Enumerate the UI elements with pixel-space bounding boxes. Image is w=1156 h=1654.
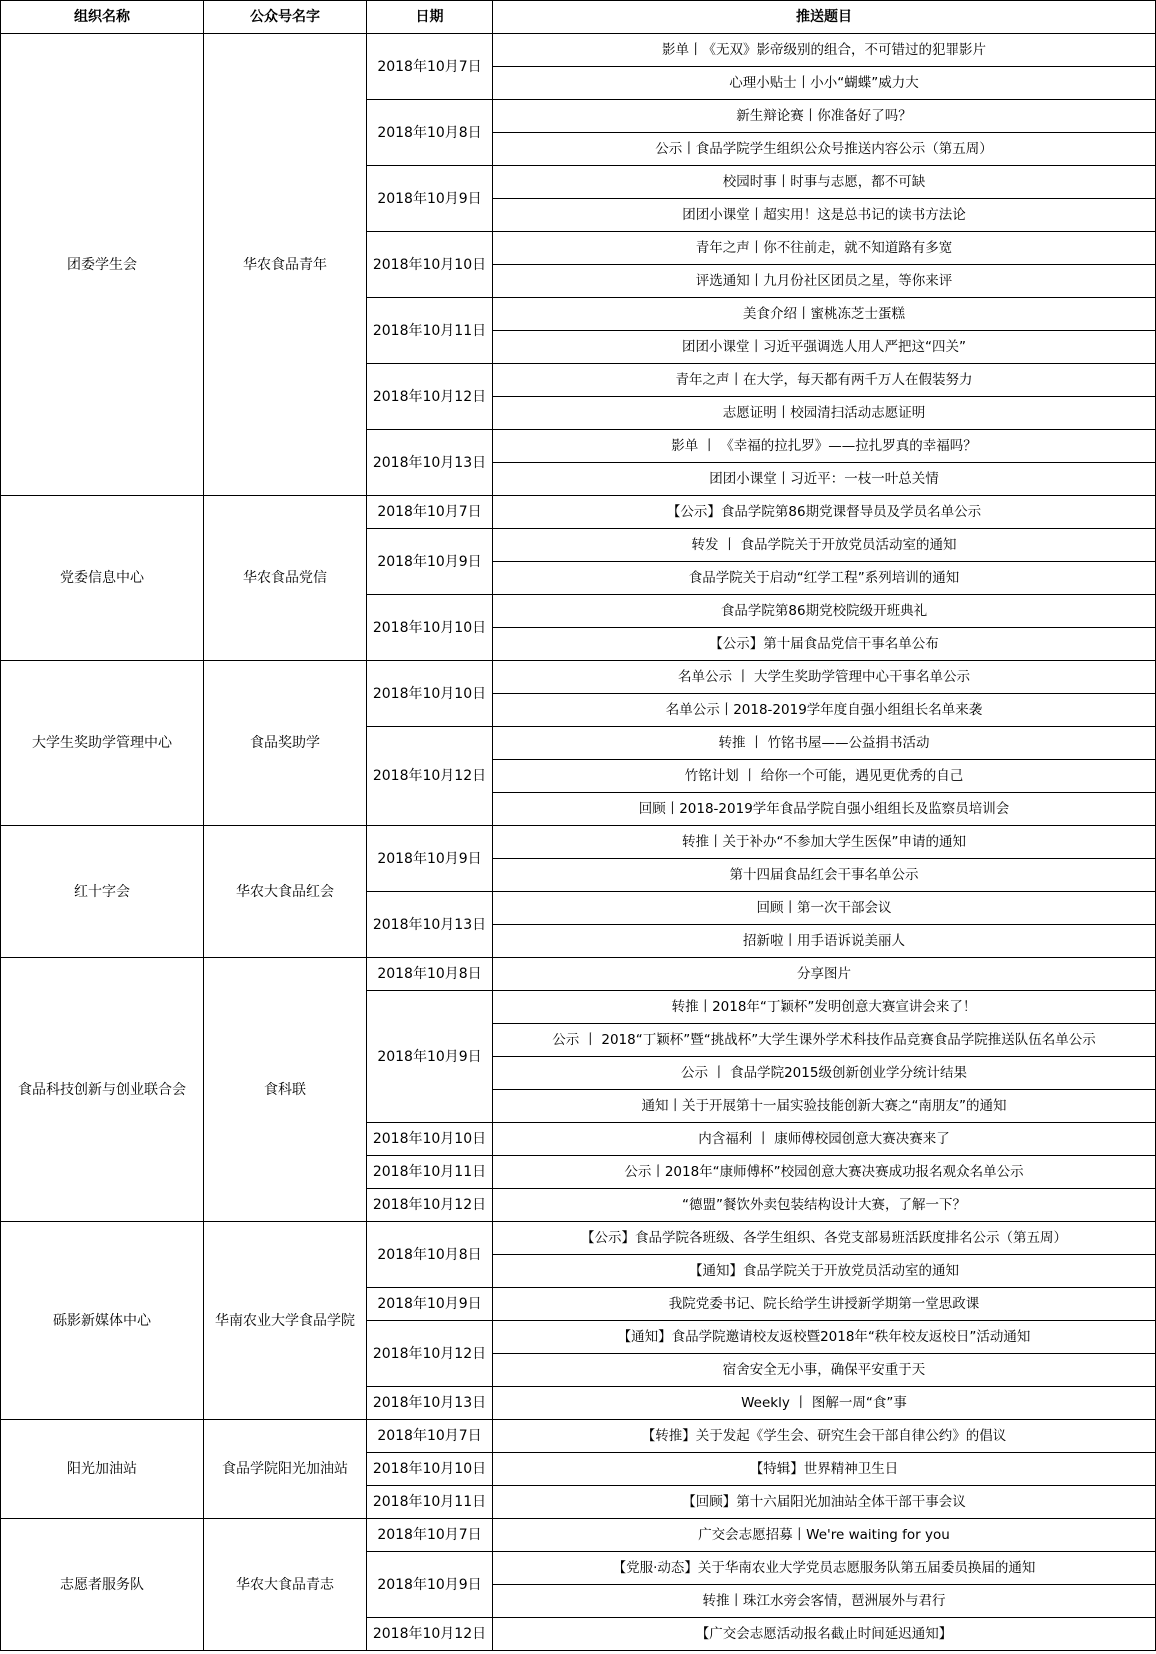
- push-title-cell: 内含福利 丨 康师傅校园创意大赛决赛来了: [493, 1123, 1156, 1156]
- push-title-cell: 影单丨《无双》影帝级别的组合，不可错过的犯罪影片: [493, 34, 1156, 67]
- push-title-cell: 食品学院第86期党校院级开班典礼: [493, 595, 1156, 628]
- date-cell: 2018年10月13日: [367, 430, 493, 496]
- date-cell: 2018年10月11日: [367, 1486, 493, 1519]
- table-row: [1, 661, 1156, 694]
- date-cell: 2018年10月10日: [367, 1453, 493, 1486]
- header-date: 日期: [367, 1, 493, 34]
- account-name-cell: 食品奖助学: [204, 661, 367, 826]
- table-body: [1, 34, 1156, 1651]
- push-title-cell: 回顾丨2018-2019学年食品学院自强小组组长及监察员培训会: [493, 793, 1156, 826]
- push-title-cell: 青年之声丨在大学，每天都有两千万人在假装努力: [493, 364, 1156, 397]
- account-name-cell: 食品学院阳光加油站: [204, 1420, 367, 1519]
- push-title-cell: 团团小课堂丨习近平：一枝一叶总关情: [493, 463, 1156, 496]
- account-name-cell: 华农大食品红会: [204, 826, 367, 958]
- date-cell: 2018年10月10日: [367, 1123, 493, 1156]
- date-cell: 2018年10月10日: [367, 661, 493, 727]
- push-title-cell: 新生辩论赛丨你准备好了吗？: [493, 100, 1156, 133]
- date-cell: 2018年10月11日: [367, 298, 493, 364]
- push-title-cell: 【回顾】第十六届阳光加油站全体干部干事会议: [493, 1486, 1156, 1519]
- date-cell: 2018年10月9日: [367, 991, 493, 1123]
- push-title-cell: 志愿证明丨校园清扫活动志愿证明: [493, 397, 1156, 430]
- push-title-cell: 转推丨关于补办“不参加大学生医保”申请的通知: [493, 826, 1156, 859]
- org-name-cell: 志愿者服务队: [1, 1519, 204, 1651]
- push-title-cell: 转推丨珠江水旁会客情，琶洲展外与君行: [493, 1585, 1156, 1618]
- push-title-cell: 公示 丨 食品学院2015级创新创业学分统计结果: [493, 1057, 1156, 1090]
- push-title-cell: 转推 丨 竹铭书屋——公益捐书活动: [493, 727, 1156, 760]
- table-row: [1, 34, 1156, 67]
- date-cell: 2018年10月13日: [367, 1387, 493, 1420]
- date-cell: 2018年10月12日: [367, 1321, 493, 1387]
- push-title-cell: 团团小课堂丨超实用！这是总书记的读书方法论: [493, 199, 1156, 232]
- table-row: [1, 826, 1156, 859]
- date-cell: 2018年10月9日: [367, 1288, 493, 1321]
- push-title-cell: 公示丨2018年“康师傅杯”校园创意大赛决赛成功报名观众名单公示: [493, 1156, 1156, 1189]
- push-title-cell: 转发 丨 食品学院关于开放党员活动室的通知: [493, 529, 1156, 562]
- push-title-cell: 【通知】食品学院邀请校友返校暨2018年“秩年校友返校日”活动通知: [493, 1321, 1156, 1354]
- push-title-cell: 【广交会志愿活动报名截止时间延迟通知】: [493, 1618, 1156, 1651]
- push-title-cell: 公示丨食品学院学生组织公众号推送内容公示（第五周）: [493, 133, 1156, 166]
- push-title-cell: 竹铭计划 丨 给你一个可能，遇见更优秀的自己: [493, 760, 1156, 793]
- push-title-cell: 【特辑】世界精神卫生日: [493, 1453, 1156, 1486]
- date-cell: 2018年10月12日: [367, 1618, 493, 1651]
- date-cell: 2018年10月11日: [367, 1156, 493, 1189]
- date-cell: 2018年10月10日: [367, 595, 493, 661]
- push-title-cell: 校园时事丨时事与志愿，都不可缺: [493, 166, 1156, 199]
- push-title-cell: 转推丨2018年“丁颖杯”发明创意大赛宣讲会来了！: [493, 991, 1156, 1024]
- push-title-cell: 分享图片: [493, 958, 1156, 991]
- push-title-cell: 第十四届食品红会干事名单公示: [493, 859, 1156, 892]
- account-name-cell: 华农食品青年: [204, 34, 367, 496]
- header-title: 推送题目: [493, 1, 1156, 34]
- push-title-cell: 公示 丨 2018“丁颖杯”暨“挑战杯”大学生课外学术科技作品竞赛食品学院推送队伍名单公示: [493, 1024, 1156, 1057]
- org-name-cell: 阳光加油站: [1, 1420, 204, 1519]
- header-account: 公众号名字: [204, 1, 367, 34]
- account-name-cell: 食科联: [204, 958, 367, 1222]
- push-title-cell: 【党服·动态】关于华南农业大学党员志愿服务队第五届委员换届的通知: [493, 1552, 1156, 1585]
- push-title-cell: 影单 丨 《幸福的拉扎罗》——拉扎罗真的幸福吗？: [493, 430, 1156, 463]
- date-cell: 2018年10月9日: [367, 826, 493, 892]
- push-title-cell: 名单公示 丨 大学生奖助学管理中心干事名单公示: [493, 661, 1156, 694]
- date-cell: 2018年10月9日: [367, 1552, 493, 1618]
- account-name-cell: 华农食品党信: [204, 496, 367, 661]
- push-title-cell: 评选通知丨九月份社区团员之星，等你来评: [493, 265, 1156, 298]
- date-cell: 2018年10月9日: [367, 166, 493, 232]
- table-row: [1, 1420, 1156, 1453]
- org-name-cell: 食品科技创新与创业联合会: [1, 958, 204, 1222]
- push-title-cell: 通知丨关于开展第十一届实验技能创新大赛之“南朋友”的通知: [493, 1090, 1156, 1123]
- date-cell: 2018年10月10日: [367, 232, 493, 298]
- header-row: [1, 1, 1156, 34]
- push-title-cell: 名单公示丨2018-2019学年度自强小组组长名单来袭: [493, 694, 1156, 727]
- date-cell: 2018年10月12日: [367, 1189, 493, 1222]
- table-row: [1, 1519, 1156, 1552]
- table-row: [1, 1222, 1156, 1255]
- date-cell: 2018年10月8日: [367, 958, 493, 991]
- org-name-cell: 团委学生会: [1, 34, 204, 496]
- date-cell: 2018年10月13日: [367, 892, 493, 958]
- table-row: [1, 958, 1156, 991]
- org-name-cell: 红十字会: [1, 826, 204, 958]
- header-org: 组织名称: [1, 1, 204, 34]
- date-cell: 2018年10月12日: [367, 727, 493, 826]
- account-name-cell: 华南农业大学食品学院: [204, 1222, 367, 1420]
- push-title-cell: Weekly 丨 图解一周“食”事: [493, 1387, 1156, 1420]
- push-title-cell: 【公示】食品学院第86期党课督导员及学员名单公示: [493, 496, 1156, 529]
- push-title-cell: 我院党委书记、院长给学生讲授新学期第一堂思政课: [493, 1288, 1156, 1321]
- org-name-cell: 砾影新媒体中心: [1, 1222, 204, 1420]
- push-title-cell: 【转推】关于发起《学生会、研究生会干部自律公约》的倡议: [493, 1420, 1156, 1453]
- push-title-cell: 【公示】第十届食品党信干事名单公布: [493, 628, 1156, 661]
- account-name-cell: 华农大食品青志: [204, 1519, 367, 1651]
- push-title-cell: 【公示】食品学院各班级、各学生组织、各党支部易班活跃度排名公示（第五周）: [493, 1222, 1156, 1255]
- push-title-cell: 广交会志愿招募丨We're waiting for you: [493, 1519, 1156, 1552]
- date-cell: 2018年10月12日: [367, 364, 493, 430]
- push-title-cell: 食品学院关于启动“红学工程”系列培训的通知: [493, 562, 1156, 595]
- date-cell: 2018年10月7日: [367, 34, 493, 100]
- date-cell: 2018年10月7日: [367, 496, 493, 529]
- date-cell: 2018年10月7日: [367, 1420, 493, 1453]
- push-title-cell: 心理小贴士丨小小“蝴蝶”威力大: [493, 67, 1156, 100]
- org-name-cell: 党委信息中心: [1, 496, 204, 661]
- push-title-cell: “德盟”餐饮外卖包装结构设计大赛，了解一下？: [493, 1189, 1156, 1222]
- push-title-cell: 美食介绍丨蜜桃冻芝士蛋糕: [493, 298, 1156, 331]
- push-title-cell: 宿舍安全无小事，确保平安重于天: [493, 1354, 1156, 1387]
- org-name-cell: 大学生奖助学管理中心: [1, 661, 204, 826]
- push-title-cell: 回顾丨第一次干部会议: [493, 892, 1156, 925]
- date-cell: 2018年10月8日: [367, 1222, 493, 1288]
- push-title-cell: 团团小课堂丨习近平强调选人用人严把这“四关”: [493, 331, 1156, 364]
- push-title-cell: 招新啦丨用手语诉说美丽人: [493, 925, 1156, 958]
- date-cell: 2018年10月8日: [367, 100, 493, 166]
- date-cell: 2018年10月7日: [367, 1519, 493, 1552]
- push-title-cell: 【通知】食品学院关于开放党员活动室的通知: [493, 1255, 1156, 1288]
- date-cell: 2018年10月9日: [367, 529, 493, 595]
- push-title-cell: 青年之声丨你不往前走，就不知道路有多宽: [493, 232, 1156, 265]
- table-row: [1, 496, 1156, 529]
